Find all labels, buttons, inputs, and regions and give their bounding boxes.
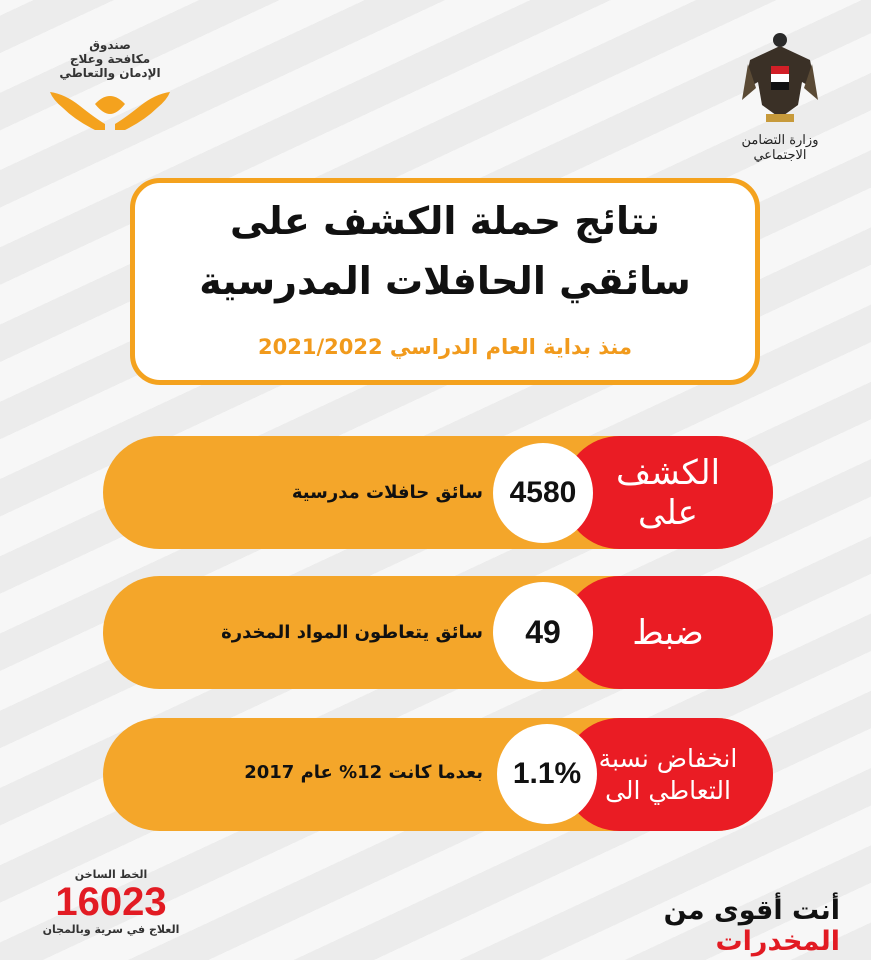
fund-logo-line3: الإدمان والتعاطي [59, 66, 161, 80]
hotline-label: الخط الساخن [74, 868, 148, 881]
stat-label [563, 576, 773, 689]
hotline-note: العلاج في سرية وبالمجان [42, 923, 180, 936]
ministry-logo [720, 30, 840, 163]
stat-value: 49 [525, 613, 561, 650]
stat-description: بعدما كانت 12% عام 2017 [244, 762, 483, 783]
fund-logo [40, 38, 180, 148]
stat-value: 1.1% [512, 757, 582, 790]
stat-value-circle [497, 724, 597, 824]
fund-logo-line2: مكافحة وعلاج [69, 52, 151, 66]
title-line2: سائقي الحافلات المدرسية [199, 259, 691, 303]
stat-row-caught [103, 576, 773, 689]
stat-value-circle [493, 443, 593, 543]
slogan-part2: المخدرات [715, 926, 840, 957]
ministry-name: وزارة التضامن الاجتماعي [741, 133, 819, 163]
title-subtitle: منذ بداية العام الدراسي 2021/2022 [258, 335, 632, 359]
fund-logo-line1: صندوق [89, 38, 131, 52]
stat-label-text: انخفاض نسبة التعاطي الى [598, 743, 738, 805]
stat-label [563, 436, 773, 549]
helping-hands-icon [45, 84, 175, 130]
slogan-part1: أنت أقوى من [663, 895, 840, 926]
stat-label-text: ضبط [632, 612, 704, 653]
slogan [540, 895, 840, 957]
stat-label-text: الكشف على [615, 452, 721, 533]
stat-row-screened [103, 436, 773, 549]
stat-description: سائق حافلات مدرسية [291, 482, 483, 503]
hotline-number: 16023 [55, 880, 167, 924]
stat-row-decline [103, 718, 773, 831]
stat-value-circle [493, 582, 593, 682]
stat-value: 4580 [509, 476, 577, 509]
stat-description: سائق يتعاطون المواد المخدرة [221, 622, 483, 643]
eagle-emblem-icon [740, 30, 820, 125]
title-line1: نتائج حملة الكشف على [229, 199, 661, 243]
title-box [130, 178, 760, 385]
hotline [36, 868, 186, 948]
